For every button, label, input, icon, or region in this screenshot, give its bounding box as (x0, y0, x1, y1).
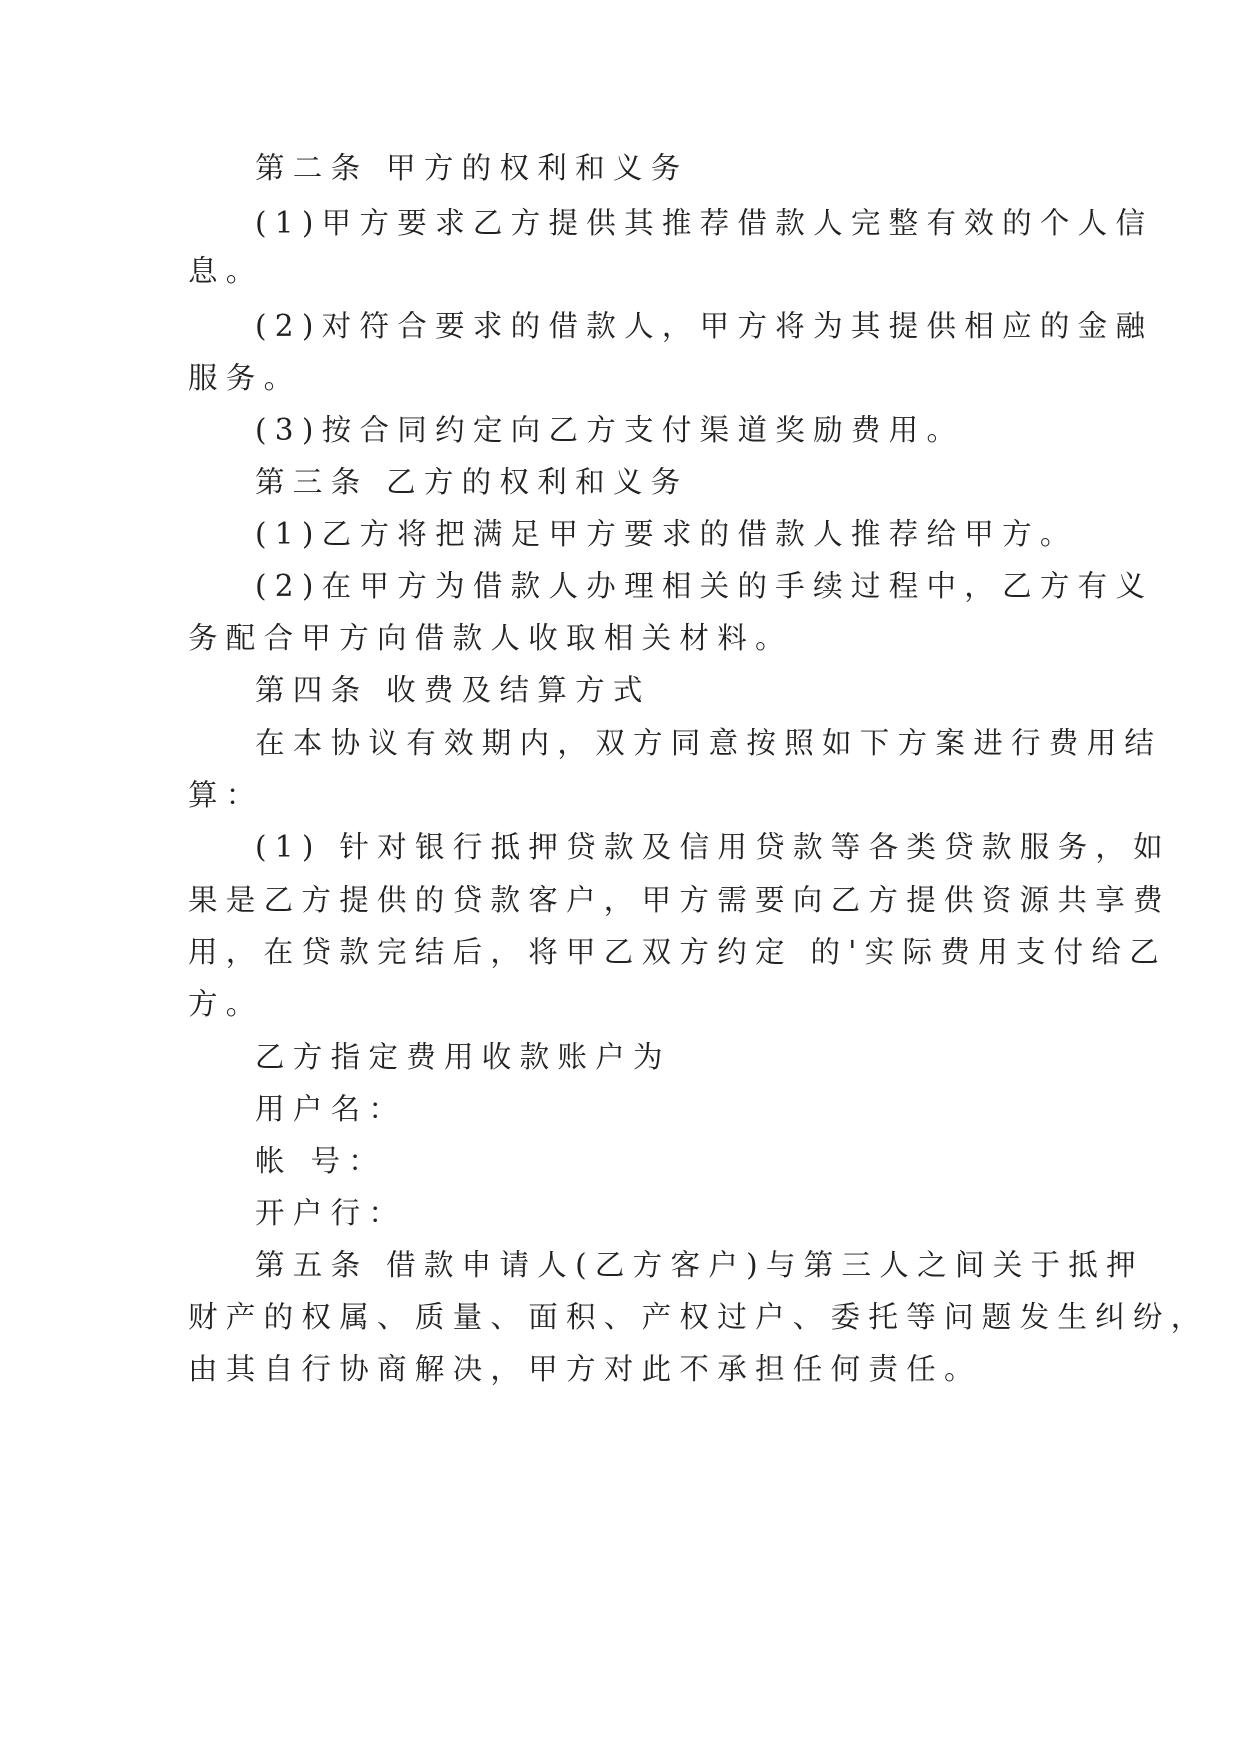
paragraph-line: (2)在甲方为借款人办理相关的手续过程中，乙方有义 (255, 569, 1154, 603)
section-heading-article-5: 第五条 借款申请人(乙方客户)与第三人之间关于抵押 (255, 1248, 1144, 1282)
paragraph-line: 用，在贷款完结后，将甲乙双方约定 的'实际费用支付给乙 (188, 935, 1168, 969)
paragraph-line: (2)对符合要求的借款人，甲方将为其提供相应的金融 (255, 309, 1154, 343)
paragraph-line: 由其自行协商解决，甲方对此不承担任何责任。 (188, 1352, 982, 1386)
paragraph-line: 息。 (188, 254, 264, 288)
account-intro: 乙方指定费用收款账户为 (255, 1040, 671, 1074)
section-heading-article-3: 第三条 乙方的权利和义务 (255, 465, 689, 499)
paragraph-line: (1)甲方要求乙方提供其推荐借款人完整有效的个人信 (255, 206, 1154, 240)
account-bank-label: 开户行： (255, 1196, 407, 1230)
paragraph-line: 算： (188, 778, 264, 812)
paragraph-line: 务配合甲方向借款人收取相关材料。 (188, 621, 793, 655)
paragraph-line: (1)乙方将把满足甲方要求的借款人推荐给甲方。 (255, 517, 1078, 551)
paragraph-line: 服务。 (188, 361, 302, 395)
paragraph-line: 财产的权属、质量、面积、产权过户、委托等问题发生纠纷， (188, 1300, 1209, 1334)
paragraph-line: 在本协议有效期内，双方同意按照如下方案进行费用结 (255, 726, 1163, 760)
paragraph-line: 方。 (188, 987, 264, 1021)
account-number-label: 帐 号： (255, 1144, 387, 1178)
section-heading-article-4: 第四条 收费及结算方式 (255, 673, 651, 707)
paragraph-line: 果是乙方提供的贷款客户，甲方需要向乙方提供资源共享费 (188, 883, 1171, 917)
paragraph-line: (3)按合同约定向乙方支付渠道奖励费用。 (255, 413, 965, 447)
section-heading-article-2: 第二条 甲方的权利和义务 (255, 151, 689, 185)
paragraph-line: (1) 针对银行抵押贷款及信用贷款等各类贷款服务，如 (255, 830, 1171, 864)
account-name-label: 用户名： (255, 1092, 407, 1126)
